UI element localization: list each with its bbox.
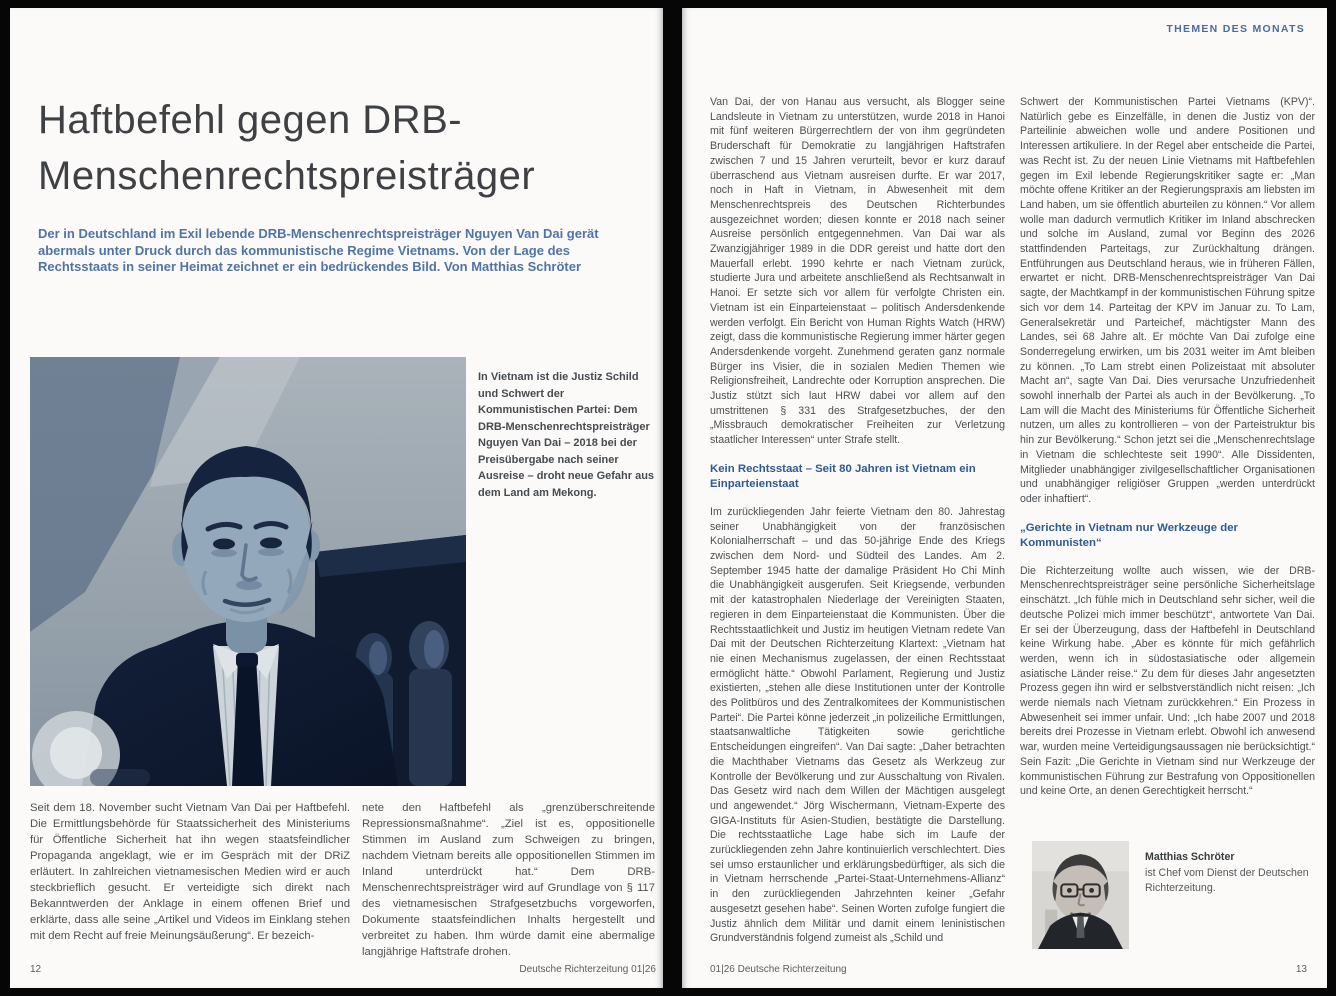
subheading-rechtsstaat: Kein Rechtsstaat – Seit 80 Jahren ist Vietnam ein Einparteienstaat bbox=[710, 462, 976, 491]
page-number-right: 13 bbox=[1295, 964, 1307, 975]
author-box bbox=[1032, 841, 1324, 949]
right-column-2 bbox=[1020, 95, 1315, 799]
paragraph: Van Dai, der von Hanau aus versucht, als Blogger seine Landsleute in Vietnam zu unterstützen, wurde 2018 in Hanoi mit fünf weiteren Bürgerrechtlern der von ihm gegründeten Bruderschaft für Demokratie zu langjährigen Haftstrafen zwischen 7 und 15 Jahren verurteilt, bevor er kurz darauf überraschend aus Vietnam ausreisen durfte. Er war 2017, noch in Haft in Vietnam, in Abwesenheit mit dem Menschenrechtspreis des Deutschen Richterbundes ausgezeichnet worden; diesen konnte er 2018 nach seiner Ausreise persönlich entgegennehmen. Van Dai war als Zwanzigjähriger 1989 in die DDR gereist und hatte dort den Mauerfall erlebt. 1990 kehrte er nach Vietnam zurück, studierte Jura und arbeitete anschließend als Rechtsanwalt in Hanoi. Er setzte sich vor allem für verfolgte Christen ein. Vietnam ist ein Einparteienstaat – politisch Andersdenkende werden verfolgt. Ein Bericht von Human Rights Watch (HRW) zeigt, dass die kommunistische Regierung immer härter gegen Andersdenkende vorgeht. Zunehmend geraten ganz normale Bürger ins Visier, die in sozialen Medien Themen wie Religionsfreiheit, Landrechte oder Korruption ansprechen. Die Justiz stützt sich laut HRW dabei vor allem auf den umstrittenen § 331 des Strafgesetzbuches, der den „Missbrauch demokratischer Freiheiten zur Verletzung staatlicher Interessen“ unter Strafe stellt. bbox=[710, 96, 1005, 447]
author-bio: ist Chef vom Dienst der Deutschen Richterzeitung. bbox=[1145, 866, 1309, 894]
author-name: Matthias Schröter bbox=[1145, 851, 1235, 863]
paragraph: Die Richterzeitung wollte auch wissen, wie der DRB-Menschenrechtspreisträger seine persönliche Sicherheitslage einschätzt. „Ich fühle mich in Deutschland sehr sicher, weil die deutsche Polizei mich immer beschützt“, antwortete Van Dai. Er sei der Überzeugung, dass der Haftbefehl in Deutschland keine Wirkung habe. „Aber es könnte für mich gefährlich werden, wenn ich in südostasiatische oder allgemein asiatische Länder reise.“ Zu dem für dieses Jahr angesetzten Prozess gegen ihn wird er selbstverständlich nicht reisen: „Ich werde niemals nach Vietnam zurückkehren.“ Ein Prozess in Abwesenheit sei immer unfair. Und: „Ich habe 2007 und 2018 bereits drei Prozesse in Vietnam erlebt. Obwohl ich anwesend war, wurden meine Verteidigungsaussagen nie berücksichtigt.“ Sein Fazit: „Die Gerichte in Vietnam sind nur Werkzeuge der kommunistischen Führung zur Bestrafung von Oppositionellen und keine Orte, an denen Gerechtigkeit herrscht.“ bbox=[1020, 564, 1315, 798]
article-intro: Der in Deutschland im Exil lebende DRB-Menschenrechtspreisträger Nguyen Van Dai gerät abermals unter Druck durch das kommunistische Regime Vietnams. Von der Lage des Rechtsstaats in seiner Heimat zeichnet er ein bedrückendes Bild. Von Matthias Schröter bbox=[38, 226, 599, 274]
section-kicker: THEMEN DES MONATS bbox=[1166, 23, 1305, 35]
page-right bbox=[682, 8, 1327, 988]
journal-imprint-right: 01|26 Deutsche Richterzeitung bbox=[710, 964, 847, 975]
journal-imprint-left: Deutsche Richterzeitung 01|26 bbox=[519, 964, 656, 975]
paragraph: Im zurückliegenden Jahr feierte Vietnam den 80. Jahrestag seiner Unabhängigkeit von der französischen Kolonialherrschaft – und das 50-jährige Ende des Kriegs zwischen dem Nord- und Südteil des Landes. Am 2. September 1945 hatte der damalige Präsident Ho Chi Minh die Unabhängigkeit ausgerufen. Seit Kriegsende, verbunden mit der katastrophalen Niederlage der Vereinigten Staaten, regieren in dem Einparteienstaat die Kommunisten. Über die Rechtsstaatlichkeit und Justiz im heutigen Vietnam redete Van Dai mit der Deutschen Richterzeitung Klartext: „Vietnam hat nie einen Mechanismus zugelassen, der einen Rechtsstaat ermöglicht hätte.“ Obwohl Parlament, Regierung und Justiz existierten, „stehen alle diese Institutionen unter der Kontrolle des Politbüros und des Zentralkomitees der Kommunistischen Partei“. Die Partei könne jederzeit „in polizeiliche Ermittlungen, staatsanwaltliche Tätigkeiten sowie gerichtliche Entscheidungen eingreifen“. Van Dai sagte: „Daher betrachten die Machthaber Vietnams das Gesetz als Werkzeug zur Kontrolle der Bevölkerung und zur Ausschaltung von Rivalen. Das Gesetz wird nach dem Willen der Mächtigen ausgelegt und angewendet.“ Jörg Wischermann, Vietnam-Experte des GIGA-Instituts für Asien-Studien, bestätigte die Darstellung. Die rechtsstaatliche Lage habe sich im Laufe der zurückliegenden zehn Jahre kontinuierlich verschlechtert. Dies sei umso erstaunlicher und erklärungsbedürftiger, als sich die in Vietnam herrschende „Partei-Staat-Unternehmens-Allianz“ in den zurückliegenden Jahrzehnten keiner „Gefahr ausgesetzt gesehen habe“. Seinen Worten zufolge fungiert die Justiz ähnlich dem Militär und damit einem leninistischen Grundverständnis folgend zumeist als „Schild und bbox=[710, 505, 1005, 945]
paragraph: Schwert der Kommunistischen Partei Vietnams (KPV)“. Natürlich gebe es Einzelfälle, in denen die Justiz von der Parteilinie abweichen wolle und andere Positionen und Interessen artikuliere. In der Regel aber entscheide die Partei, was Recht ist. Zu der neuen Linie Vietnams mit Haftbefehlen gegen im Exil lebende Regierungskritiker sagte er: „Man möchte offene Kritiker an der Regierungspraxis am liebsten im Land haben, um sie öffentlich aburteilen zu können.“ Vor allem wolle man dadurch vermutlich Kritiker im Inland abschrecken und solche im Ausland, zumal vor Beginn des 2026 stattfindenden Parteitags, zur Zurückhaltung drängen. Entführungen aus Deutschland heraus, wie in früheren Fällen, erwartet er nicht. DRB-Menschenrechtspreisträger Van Dai sagte, der Machtkampf in der kommunistischen Führung spitze sich vor dem 14. Parteitag der KPV im Januar zu. To Lam, Generalsekretär und Parteichef, mächtigster Mann des Landes, sei 68 Jahre alt. Er möchte Van Dai zufolge eine Sonderregelung erwirken, um bis 2031 weiter im Amt bleiben zu können. „To Lam strebt einen Polizeistaat mit absoluter Macht an“, sagte Van Dai. Dies verursache Unzufriedenheit sowohl innerhalb der Partei als auch in der Bevölkerung. „To Lam will die Macht des Ministeriums für Öffentliche Sicherheit nutzen, um alles zu kontrollieren – von der Parteistruktur bis hin zur Bevölkerung.“ Schon jetzt sei die „Menschenrechtslage in Vietnam die schlechteste seit 1990“. Alle Dissidenten, Mitglieder unabhängiger zivilgesellschaftlicher Organisationen und unabhängiger religiöser Gruppen „werden unterdrückt oder inhaftiert“. bbox=[1020, 96, 1315, 505]
body-column-1: Seit dem 18. November sucht Vietnam Van Dai per Haftbefehl. Die Ermittlungsbehörde für Staatssicherheit des Ministeriums für Öffentliche Sicherheit hat ihn wegen staatsfeindlicher Propaganda angeklagt, wie er im Gespräch mit der DRiZ erläutert. In zahlreichen vietnamesischen Medien wird er auch steckbrieflich gesucht. Er verteidigte sich direkt nach Bekanntwerden der Anklage in einem offenen Brief und erklärte, dass alle seine „Artikel und Videos im Einklang stehen mit dem Recht auf freie Meinungsäußerung“. Er bezeich- bbox=[30, 802, 350, 942]
page-left bbox=[10, 8, 663, 988]
portrait-photo-illustration bbox=[30, 357, 466, 786]
portrait-photo bbox=[30, 357, 466, 786]
right-column-1 bbox=[710, 95, 1005, 946]
left-page-footer bbox=[30, 964, 656, 975]
page-number-left: 12 bbox=[30, 964, 42, 975]
author-photo-illustration bbox=[1032, 841, 1129, 949]
photo-caption: In Vietnam ist die Justiz Schild und Schwert der Kommunistischen Partei: Dem DRB-Menschenrechtspreisträger Nguyen Van Dai – 2018 bei der Preisübergabe nach seiner Ausreise – droht neue Gefahr aus dem Land am Mekong. bbox=[478, 371, 655, 499]
author-text bbox=[1145, 841, 1313, 949]
right-page-footer bbox=[710, 964, 1307, 975]
article-headline: Haftbefehl gegen DRB-Menschenrechtspreisträger bbox=[38, 98, 536, 198]
body-column-2: nete den Haftbefehl als „grenzüberschreitende Repressionsmaßnahme“. „Ziel ist es, oppositionelle Stimmen im Ausland zum Schweigen zu bringen, nachdem Vietnam bereits alle oppositionellen Stimmen im Inland unterdrückt hat.“ Dem DRB-Menschenrechtspreisträger wird auf Grundlage von § 117 des vietnamesischen Strafgesetzbuchs vorgeworfen, Dokumente staatsfeindlichen Inhalts hergestellt und verbreitet zu haben. Ihm würde damit eine abermalige langjährige Haftstrafe drohen. bbox=[362, 802, 655, 958]
subheading-gerichte: „Gerichte in Vietnam nur Werkzeuge der Kommunisten“ bbox=[1020, 521, 1238, 550]
author-photo bbox=[1032, 841, 1129, 949]
